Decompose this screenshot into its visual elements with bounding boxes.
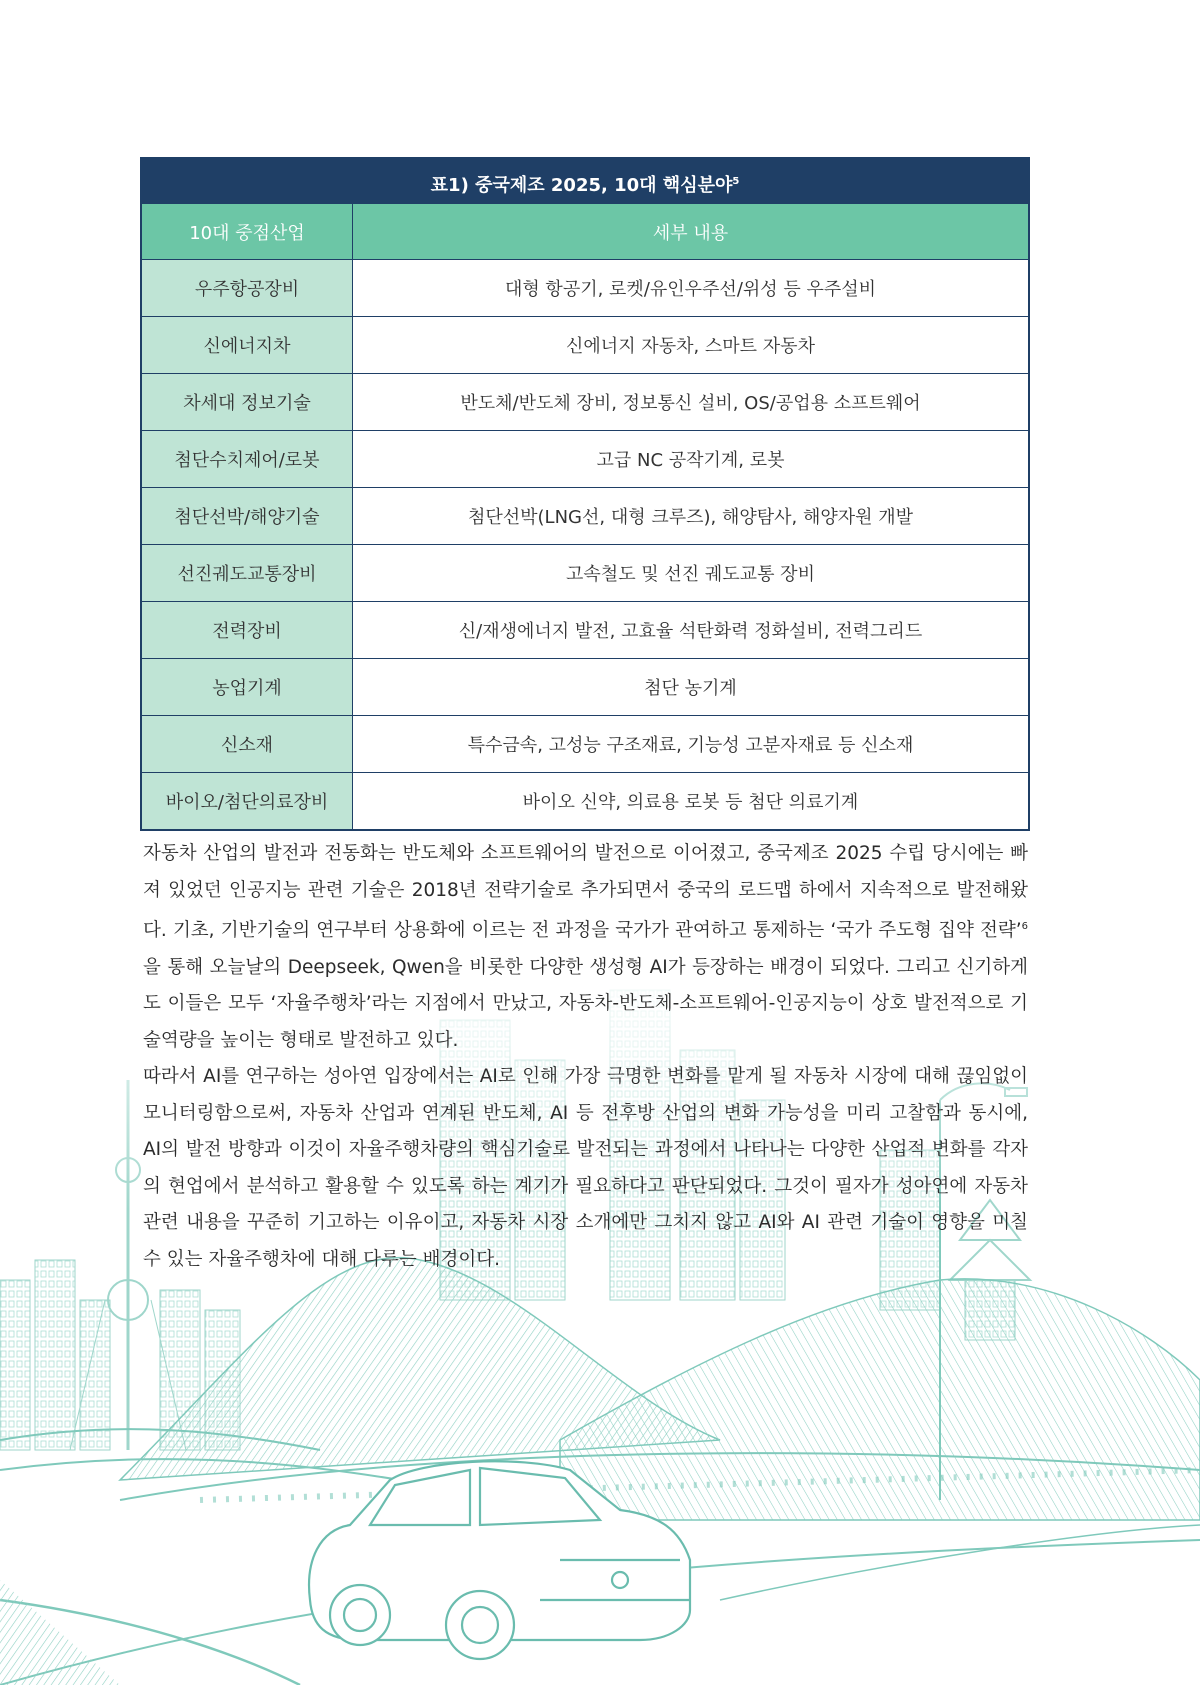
industry-cell: 첨단선박/해양기술 [142,488,353,545]
industry-cell: 농업기계 [142,659,353,716]
body-text [143,836,1028,1278]
industry-table [140,157,1030,831]
industry-cell: 신소재 [142,716,353,773]
paragraph-2: 따라서 AI를 연구하는 성아연 입장에서는 AI로 인해 가장 극명한 변화를 맡게 될 자동차 시장에 대해 끊임없이 모니터링함으로써, 자동차 산업과 연계된 반도체, AI 등 전후방 산업의 변화 가능성을 미리 고찰함과 동시에, AI의 발전 방향과 이것이 자율주행차량의 핵심기술로 발전되는 과정에서 나타나는 다양한 산업적 변화를 각자의 현업에서 분석하고 활용할 수 있도록 하는 계기가 필요하다고 판단되었다. 그것이 필자가 성아연에 자동차 관련 내용을 꾸준히 기고하는 이유이고, 자동차 시장 소개에만 그치지 않고 AI와 AI 관련 기술이 영향을 미칠 수 있는 자율주행차에 대해 다루는 배경이다. [143,1066,1028,1270]
detail-cell: 첨단선박(LNG선, 대형 크루즈), 해양탐사, 해양자원 개발 [353,488,1029,545]
table-row [142,488,1028,545]
table-row [142,659,1028,716]
table-row [142,716,1028,773]
detail-cell: 첨단 농기계 [353,659,1029,716]
table-row [142,602,1028,659]
paragraph-1 [143,836,1028,1059]
detail-cell: 대형 항공기, 로켓/유인우주선/위성 등 우주설비 [353,260,1029,317]
header-detail: 세부 내용 [353,204,1029,260]
paragraph-1-part-a: 자동차 산업의 발전과 전동화는 반도체와 소프트웨어의 발전으로 이어졌고, 중국제조 2025 수립 당시에는 빠져 있었던 인공지능 관련 기술은 2018년 전략기술로 추가되면서 중국의 로드맵 하에서 지속적으로 발전해왔다. 기초, 기반기술의 연구부터 상용화에 이르는 전 과정을 국가가 관여하고 통제하는 ‘국가 주도형 집약 전략’ [143,843,1028,942]
footnote-marker[interactable]: 5 [732,176,740,187]
table-row [142,260,1028,317]
table-row [142,317,1028,374]
table-row [142,545,1028,602]
paragraph-1-part-b: 을 통해 오늘날의 Deepseek, Qwen을 비롯한 다양한 생성형 AI가 등장하는 배경이 되었다. 그리고 신기하게도 이들은 모두 ‘자율주행차’라는 지점에서 만났고, 자동차-반도체-소프트웨어-인공지능이 상호 발전적으로 기술역량을 높이는 형태로 발전하고 있다. [143,956,1028,1051]
detail-cell: 특수금속, 고성능 구조재료, 기능성 고분자재료 등 신소재 [353,716,1029,773]
detail-cell: 고속철도 및 선진 궤도교통 장비 [353,545,1029,602]
industry-cell: 차세대 정보기술 [142,374,353,431]
table-row [142,374,1028,431]
detail-cell: 반도체/반도체 장비, 정보통신 설비, OS/공업용 소프트웨어 [353,374,1029,431]
header-industry: 10대 중점산업 [142,204,353,260]
industry-cell: 우주항공장비 [142,260,353,317]
industry-cell: 선진궤도교통장비 [142,545,353,602]
table-caption-text: 표1) 중국제조 2025, 10대 핵심분야 [430,175,733,196]
detail-cell: 바이오 신약, 의료용 로봇 등 첨단 의료기계 [353,773,1029,830]
industry-cell: 전력장비 [142,602,353,659]
industry-cell: 첨단수치제어/로봇 [142,431,353,488]
detail-cell: 신/재생에너지 발전, 고효율 석탄화력 정화설비, 전력그리드 [353,602,1029,659]
table-row [142,431,1028,488]
industry-cell: 신에너지차 [142,317,353,374]
table-row [142,773,1028,830]
detail-cell: 고급 NC 공작기계, 로봇 [353,431,1029,488]
table-header-row [142,204,1028,260]
detail-cell: 신에너지 자동차, 스마트 자동차 [353,317,1029,374]
table-caption [142,159,1028,204]
industry-cell: 바이오/첨단의료장비 [142,773,353,830]
footnote-marker[interactable]: 6 [1021,921,1028,932]
